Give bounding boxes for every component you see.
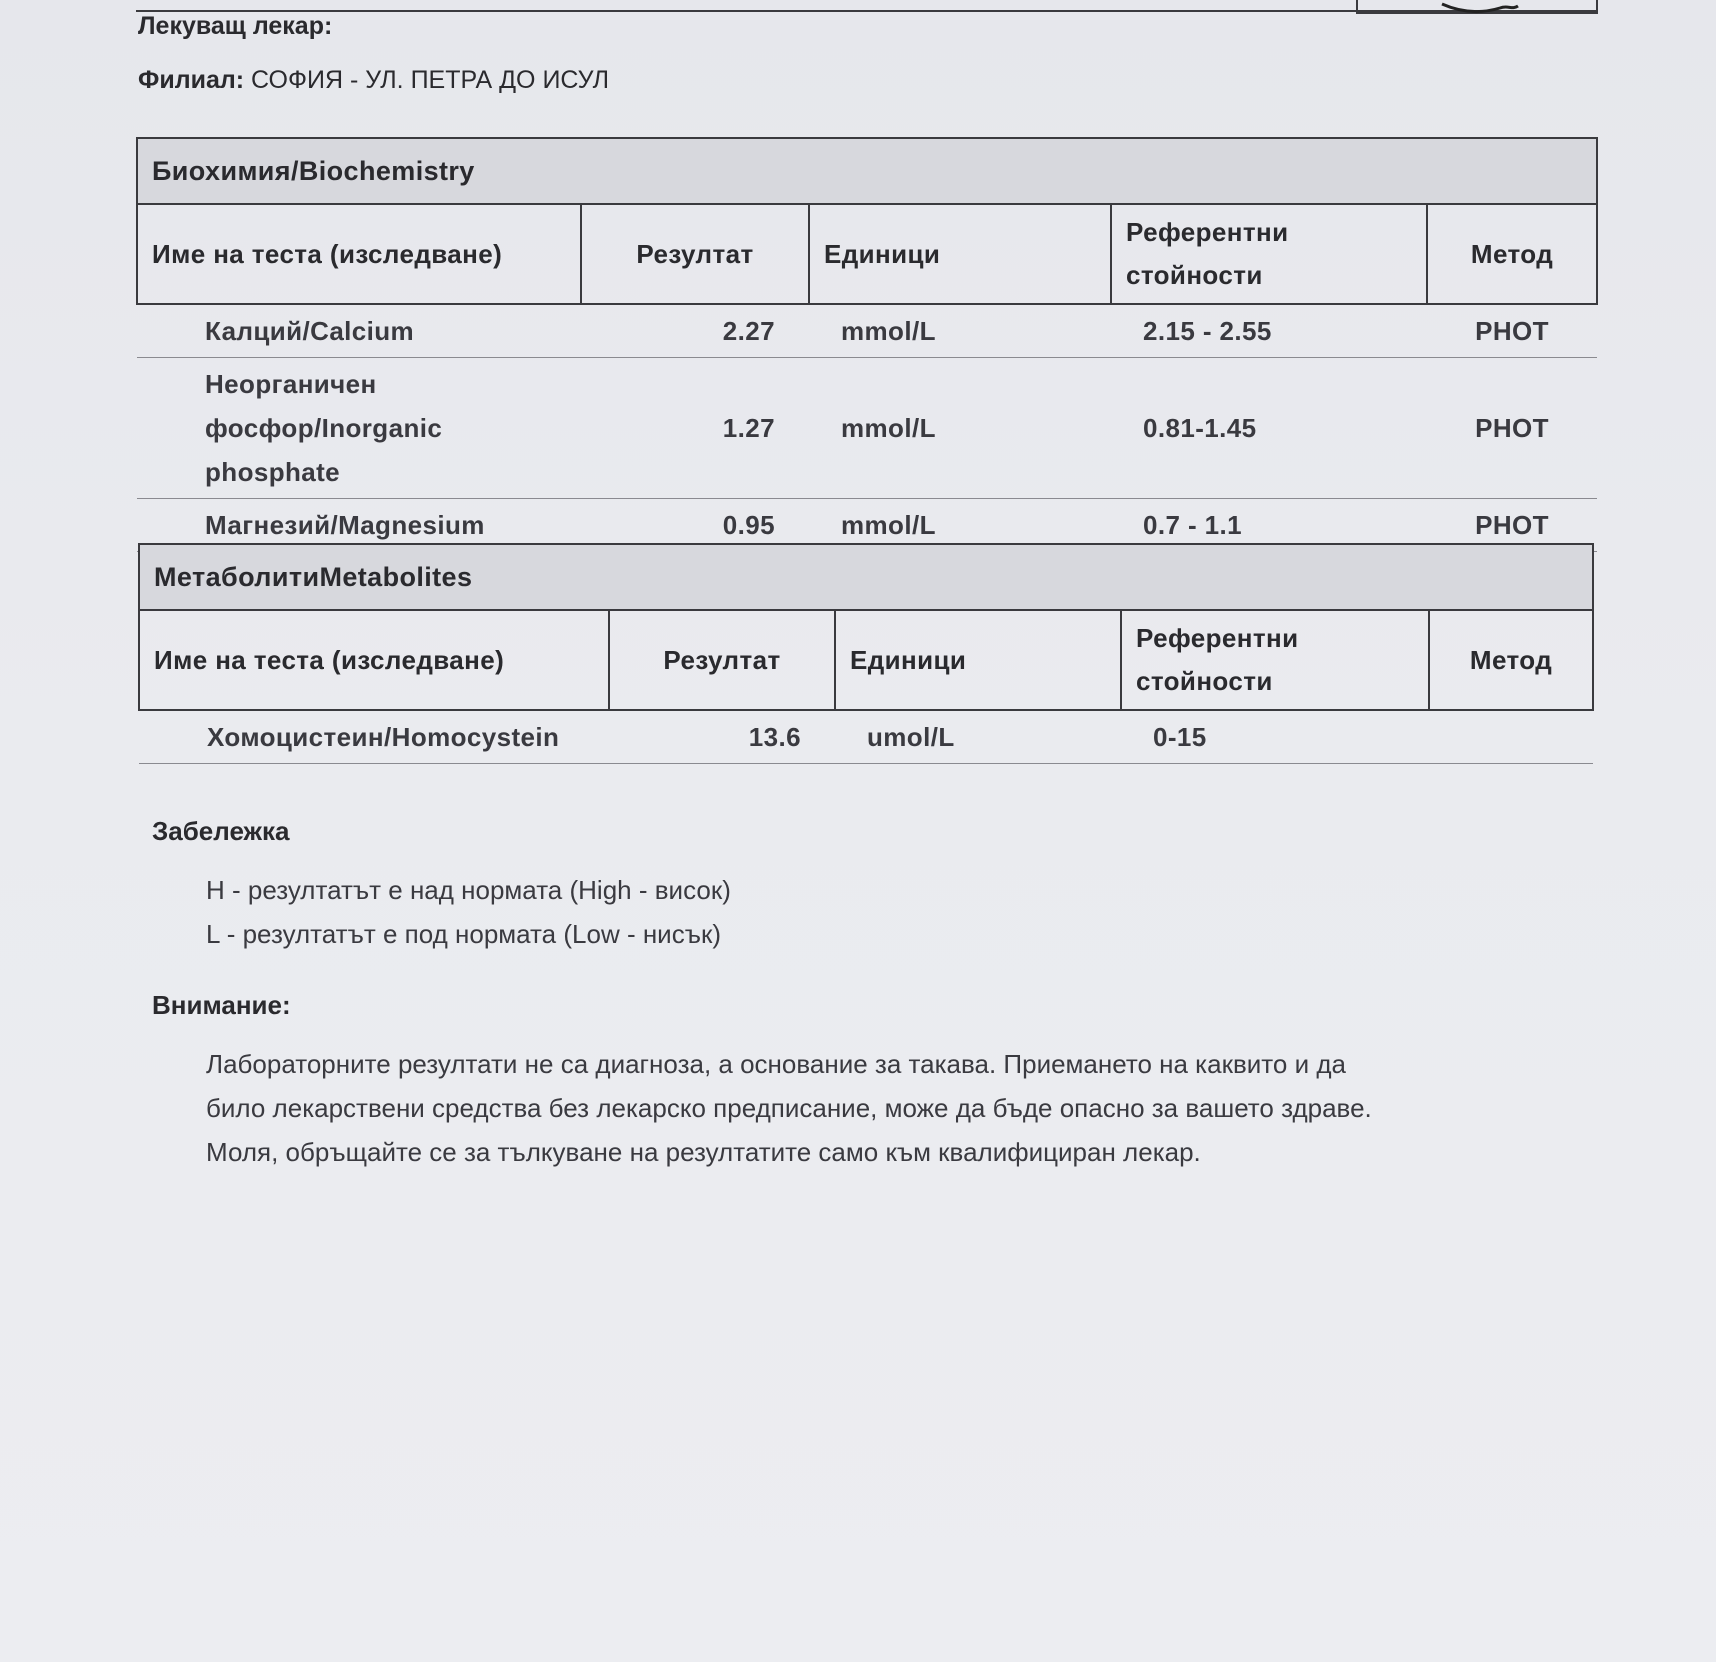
branch-line [138,66,609,95]
note-body [206,868,731,956]
test-result: 0.95 [581,499,809,552]
branch-value: СОФИЯ - УЛ. ПЕТРА ДО ИСУЛ [251,66,610,94]
column-header-method: Метод [1429,610,1593,710]
column-header-reference: Референтни стойности [1111,204,1427,304]
test-units: mmol/L [809,304,1111,358]
column-header-units: Единици [809,204,1111,304]
warning-heading: Внимание: [152,990,291,1020]
test-method [1429,710,1593,764]
note-heading: Забележка [152,816,290,846]
test-result: 13.6 [609,710,835,764]
warning-line: Моля, обръщайте се за тълкуване на резултатите само към квалифициран лекар. [206,1137,1201,1167]
warning-line: било лекарствени средства без лекарско предписание, може да бъде опасно за вашето здраве. [206,1093,1372,1123]
test-name: Хомоцистеин/Homocystein [139,710,609,764]
test-name: Магнезий/Magnesium [137,499,581,552]
note-line-high: H - резултатът е над нормата (High - висок) [206,875,731,905]
test-method: PHOT [1427,499,1597,552]
test-name: Неорганичен фосфор/Inorganic phosphate [137,358,581,499]
test-name: Калций/Calcium [137,304,581,358]
column-header-reference: Референтни стойности [1121,610,1429,710]
treating-doctor-label: Лекуващ лекар: [138,12,333,40]
warning-body [206,1042,1596,1174]
test-reference: 0-15 [1121,710,1429,764]
column-header-units: Единици [835,610,1121,710]
test-reference: 0.81-1.45 [1111,358,1427,499]
test-method: PHOT [1427,304,1597,358]
metabolites-table [138,543,1594,764]
test-result: 1.27 [581,358,809,499]
table-row [137,358,1597,499]
table-row [137,304,1597,358]
biochemistry-section-title: Биохимия/Biochemistry [137,138,1597,204]
test-units: mmol/L [809,358,1111,499]
column-header-result: Резултат [581,204,809,304]
test-reference: 0.7 - 1.1 [1111,499,1427,552]
column-header-result: Резултат [609,610,835,710]
test-units: mmol/L [809,499,1111,552]
table-row [139,710,1593,764]
test-units: umol/L [835,710,1121,764]
column-header-method: Метод [1427,204,1597,304]
warning-line: Лабораторните резултати не са диагноза, а основание за такава. Приемането на каквито и да [206,1049,1346,1079]
test-method: PHOT [1427,358,1597,499]
signature-scribble-icon [1440,0,1520,16]
column-header-test-name: Име на теста (изследване) [139,610,609,710]
test-reference: 2.15 - 2.55 [1111,304,1427,358]
branch-label: Филиал: [138,66,245,94]
biochemistry-table [136,137,1598,552]
treating-doctor-line [138,12,332,41]
note-line-low: L - резултатът е под нормата (Low - нисък) [206,919,721,949]
test-result: 2.27 [581,304,809,358]
column-header-test-name: Име на теста (изследване) [137,204,581,304]
metabolites-section-title: МетаболитиMetabolites [139,544,1593,610]
